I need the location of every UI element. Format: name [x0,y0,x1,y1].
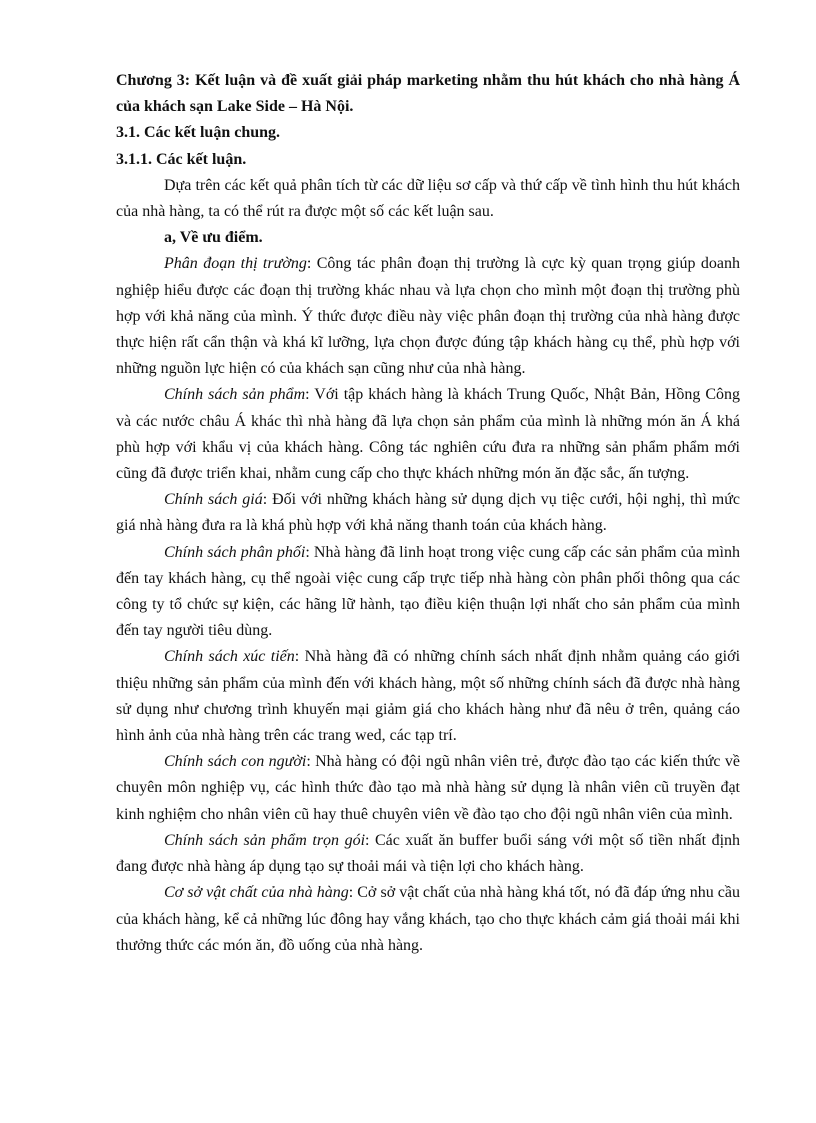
paragraph-term: Cơ sở vật chất của nhà hàng [164,884,349,902]
paragraph-term: Phân đoạn thị trường [164,255,307,273]
paragraph-term: Chính sách phân phối [164,543,306,561]
paragraph-term: Chính sách giá [164,491,263,509]
advantages-heading: a, Về ưu điểm. [164,229,263,247]
paragraph-price-policy [116,487,740,539]
paragraph-text: : Công tác phân đoạn thị trường là cực kỳ quan trọng giúp doanh nghiệp hiểu được các đoạn thị trường khác nhau và lựa chọn cho mình một đoạn thị trường phù hợp với khả năng của mình. Ý thức được điều này việc phân đoạn thị trường của nhà hàng được thực hiện rất cẩn thận và khá kĩ lưỡng, lựa chọn được đúng tập khách hàng cụ thể, phù hợp với những nguồn lực hiện có của khách sạn cũng như của nhà hàng. [116,255,740,378]
paragraph-product-policy [116,382,740,487]
paragraph-text: : Nhà hàng có đội ngũ nhân viên trẻ, được đào tạo các kiến thức về chuyên môn nghiệp vụ, các hình thức đào tạo mà nhà hàng sử dụng là nhân viên cũ truyền đạt kinh nghiệm cho nhân viên cũ hay thuê chuyên viên về đào tạo cho đội ngũ nhân viên của mình. [116,753,740,823]
paragraph-term: Chính sách con người [164,753,307,771]
paragraph-promotion-policy [116,644,740,749]
paragraph-market-segmentation [116,251,740,382]
paragraph-text: : Cở sở vật chất của nhà hàng khá tốt, nó đã đáp ứng nhu cầu của khách hàng, kể cả những lúc đông hay vắng khách, tạo cho thực khách cảm giá thoải mái khi thưởng thức các món ăn, đồ uống của nhà hàng. [116,884,741,954]
paragraph-text: : Nhà hàng đã linh hoạt trong việc cung cấp các sản phẩm của mình đến tay khách hàng, cụ thể ngoài việc cung cấp trực tiếp nhà hàng còn phân phối thông qua các công ty tổ chức sự kiện, các hãng lữ hành, tạo điều kiện thuận lợi nhất cho sản phẩm của mình đến tay người tiêu dùng. [116,543,740,640]
paragraph-text: : Với tập khách hàng là khách Trung Quốc, Nhật Bản, Hồng Công và các nước châu Á khác thì nhà hàng đã lựa chọn sản phẩm của mình là những món ăn Á khá phù hợp với khẩu vị của khách hàng. Công tác nghiên cứu đưa ra những sản phẩm phẩm mới cũng đã được triển khai, nhằm cung cấp cho thực khách những món ăn đặc sắc, ấn tượng. [116,386,740,483]
paragraph-term: Chính sách xúc tiến [164,648,295,666]
paragraph-text: : Nhà hàng đã có những chính sách nhất định nhằm quảng cáo giới thiệu những sản phẩm của mình đến với khách hàng, một số những chính sách đã được nhà hàng sử dụng như chương trình khuyến mại giảm giá cho khách hàng như đã nêu ở trên, quảng cáo hình ảnh của nhà hàng trên các trang wed, các tạp trí. [116,648,741,745]
paragraph-package-policy [116,828,740,880]
chapter-title: Chương 3: Kết luận và đề xuất giải pháp marketing nhằm thu hút khách cho nhà hàng Á của khách sạn Lake Side – Hà Nội. [116,72,740,116]
paragraph-facilities [116,880,740,959]
intro-paragraph: Dựa trên các kết quả phân tích từ các dữ liệu sơ cấp và thứ cấp về tình hình thu hút khách của nhà hàng, ta có thể rút ra được một số các kết luận sau. [116,176,740,221]
subsection-heading: 3.1.1. Các kết luận. [116,150,247,168]
section-heading: 3.1. Các kết luận chung. [116,124,281,142]
paragraph-distribution-policy [116,540,740,645]
paragraph-text: : Đối với những khách hàng sử dụng dịch vụ tiệc cưới, hội nghị, thì mức giá nhà hàng đưa ra là khá phù hợp với khả năng thanh toán của khách hàng. [116,491,741,535]
paragraph-term: Chính sách sản phẩm [164,386,306,404]
paragraph-term: Chính sách sản phẩm trọn gói [164,831,366,849]
document-page [116,68,740,959]
paragraph-text: : Các xuất ăn buffer buổi sáng với một số tiền nhất định đang được nhà hàng áp dụng tạo sự thoải mái và tiện lợi cho khách hàng. [116,831,741,876]
paragraph-people-policy [116,749,740,828]
